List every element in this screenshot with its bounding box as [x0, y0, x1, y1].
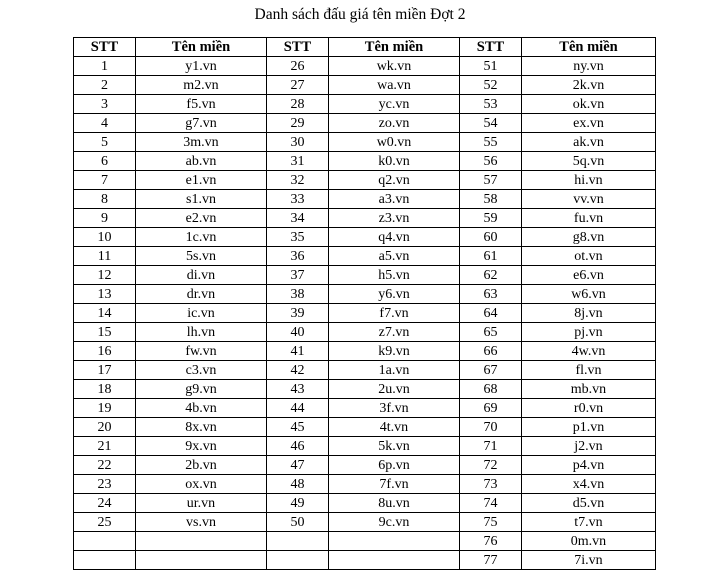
- domain-cell: 1a.vn: [329, 361, 460, 380]
- domain-cell: g8.vn: [522, 228, 656, 247]
- stt-cell: 49: [267, 494, 329, 513]
- stt-cell: 63: [460, 285, 522, 304]
- domain-cell: y1.vn: [136, 57, 267, 76]
- domain-cell: j2.vn: [522, 437, 656, 456]
- stt-cell: 35: [267, 228, 329, 247]
- domain-cell: 5s.vn: [136, 247, 267, 266]
- stt-cell: 10: [74, 228, 136, 247]
- table-row: [74, 380, 656, 399]
- stt-cell: 42: [267, 361, 329, 380]
- stt-cell: 50: [267, 513, 329, 532]
- table-row: [74, 247, 656, 266]
- table-row: [74, 342, 656, 361]
- stt-cell: 46: [267, 437, 329, 456]
- stt-cell: 56: [460, 152, 522, 171]
- stt-cell: 53: [460, 95, 522, 114]
- domain-cell: f5.vn: [136, 95, 267, 114]
- table-body: [74, 57, 656, 570]
- domain-cell: [329, 532, 460, 551]
- header-stt: STT: [460, 38, 522, 57]
- domain-cell: 8u.vn: [329, 494, 460, 513]
- domain-cell: 5k.vn: [329, 437, 460, 456]
- domain-cell: ur.vn: [136, 494, 267, 513]
- stt-cell: 25: [74, 513, 136, 532]
- stt-cell: 45: [267, 418, 329, 437]
- header-domain: Tên miền: [329, 38, 460, 57]
- stt-cell: 30: [267, 133, 329, 152]
- stt-cell: 76: [460, 532, 522, 551]
- domain-cell: wa.vn: [329, 76, 460, 95]
- table-row: [74, 475, 656, 494]
- domain-cell: w6.vn: [522, 285, 656, 304]
- stt-cell: 60: [460, 228, 522, 247]
- stt-cell: 15: [74, 323, 136, 342]
- table-row: [74, 228, 656, 247]
- domain-cell: q4.vn: [329, 228, 460, 247]
- table-row: [74, 266, 656, 285]
- domain-cell: mb.vn: [522, 380, 656, 399]
- stt-cell: 1: [74, 57, 136, 76]
- stt-cell: [267, 532, 329, 551]
- stt-cell: 48: [267, 475, 329, 494]
- stt-cell: 62: [460, 266, 522, 285]
- domain-cell: vs.vn: [136, 513, 267, 532]
- header-stt: STT: [74, 38, 136, 57]
- stt-cell: 32: [267, 171, 329, 190]
- table-row: [74, 361, 656, 380]
- stt-cell: 44: [267, 399, 329, 418]
- domain-cell: 2k.vn: [522, 76, 656, 95]
- domain-cell: [136, 551, 267, 570]
- header-domain: Tên miền: [136, 38, 267, 57]
- domain-cell: di.vn: [136, 266, 267, 285]
- domain-cell: e6.vn: [522, 266, 656, 285]
- domain-cell: yc.vn: [329, 95, 460, 114]
- stt-cell: 69: [460, 399, 522, 418]
- stt-cell: 77: [460, 551, 522, 570]
- stt-cell: 38: [267, 285, 329, 304]
- domain-cell: z3.vn: [329, 209, 460, 228]
- stt-cell: 17: [74, 361, 136, 380]
- domain-cell: ot.vn: [522, 247, 656, 266]
- domain-cell: p1.vn: [522, 418, 656, 437]
- stt-cell: 57: [460, 171, 522, 190]
- domain-cell: h5.vn: [329, 266, 460, 285]
- stt-cell: 47: [267, 456, 329, 475]
- domain-cell: 3m.vn: [136, 133, 267, 152]
- table-row: [74, 304, 656, 323]
- domain-cell: 8x.vn: [136, 418, 267, 437]
- stt-cell: 68: [460, 380, 522, 399]
- domain-cell: p4.vn: [522, 456, 656, 475]
- stt-cell: 43: [267, 380, 329, 399]
- stt-cell: 13: [74, 285, 136, 304]
- stt-cell: 26: [267, 57, 329, 76]
- table-row: [74, 285, 656, 304]
- domain-cell: dr.vn: [136, 285, 267, 304]
- domain-cell: lh.vn: [136, 323, 267, 342]
- domain-cell: ex.vn: [522, 114, 656, 133]
- stt-cell: [267, 551, 329, 570]
- domain-cell: [329, 551, 460, 570]
- domain-cell: k9.vn: [329, 342, 460, 361]
- stt-cell: 5: [74, 133, 136, 152]
- stt-cell: 21: [74, 437, 136, 456]
- stt-cell: 29: [267, 114, 329, 133]
- stt-cell: 18: [74, 380, 136, 399]
- stt-cell: 36: [267, 247, 329, 266]
- domain-cell: 3f.vn: [329, 399, 460, 418]
- table-row: [74, 456, 656, 475]
- table-row: [74, 209, 656, 228]
- stt-cell: 28: [267, 95, 329, 114]
- domain-cell: 8j.vn: [522, 304, 656, 323]
- stt-cell: 52: [460, 76, 522, 95]
- stt-cell: 70: [460, 418, 522, 437]
- domain-cell: 9c.vn: [329, 513, 460, 532]
- domain-cell: 1c.vn: [136, 228, 267, 247]
- domain-cell: x4.vn: [522, 475, 656, 494]
- domain-cell: g7.vn: [136, 114, 267, 133]
- stt-cell: 61: [460, 247, 522, 266]
- stt-cell: 59: [460, 209, 522, 228]
- domain-cell: d5.vn: [522, 494, 656, 513]
- domain-cell: q2.vn: [329, 171, 460, 190]
- header-domain: Tên miền: [522, 38, 656, 57]
- domain-cell: f7.vn: [329, 304, 460, 323]
- stt-cell: 39: [267, 304, 329, 323]
- domain-cell: hi.vn: [522, 171, 656, 190]
- domain-cell: 2u.vn: [329, 380, 460, 399]
- stt-cell: 14: [74, 304, 136, 323]
- domain-cell: vv.vn: [522, 190, 656, 209]
- table-row: [74, 190, 656, 209]
- domain-cell: 7f.vn: [329, 475, 460, 494]
- stt-cell: 19: [74, 399, 136, 418]
- stt-cell: 73: [460, 475, 522, 494]
- stt-cell: 74: [460, 494, 522, 513]
- domain-cell: e2.vn: [136, 209, 267, 228]
- table-row: [74, 494, 656, 513]
- table-row: [74, 323, 656, 342]
- domain-cell: w0.vn: [329, 133, 460, 152]
- domain-cell: g9.vn: [136, 380, 267, 399]
- domain-cell: ic.vn: [136, 304, 267, 323]
- stt-cell: 37: [267, 266, 329, 285]
- stt-cell: 22: [74, 456, 136, 475]
- stt-cell: 7: [74, 171, 136, 190]
- domain-cell: 4w.vn: [522, 342, 656, 361]
- stt-cell: 23: [74, 475, 136, 494]
- stt-cell: 6: [74, 152, 136, 171]
- stt-cell: 2: [74, 76, 136, 95]
- domain-cell: ok.vn: [522, 95, 656, 114]
- domain-auction-table: [73, 37, 656, 570]
- page-title: Danh sách đấu giá tên miền Đợt 2: [254, 6, 466, 23]
- stt-cell: 24: [74, 494, 136, 513]
- stt-cell: 41: [267, 342, 329, 361]
- domain-cell: 4t.vn: [329, 418, 460, 437]
- domain-cell: a3.vn: [329, 190, 460, 209]
- stt-cell: 75: [460, 513, 522, 532]
- stt-cell: 55: [460, 133, 522, 152]
- stt-cell: 67: [460, 361, 522, 380]
- table-row: [74, 532, 656, 551]
- stt-cell: 4: [74, 114, 136, 133]
- stt-cell: 65: [460, 323, 522, 342]
- domain-cell: z7.vn: [329, 323, 460, 342]
- domain-cell: [136, 532, 267, 551]
- table-row: [74, 551, 656, 570]
- domain-cell: 9x.vn: [136, 437, 267, 456]
- domain-cell: 2b.vn: [136, 456, 267, 475]
- header-stt: STT: [267, 38, 329, 57]
- stt-cell: [74, 551, 136, 570]
- domain-cell: ox.vn: [136, 475, 267, 494]
- domain-cell: a5.vn: [329, 247, 460, 266]
- domain-cell: ab.vn: [136, 152, 267, 171]
- domain-cell: s1.vn: [136, 190, 267, 209]
- stt-cell: 16: [74, 342, 136, 361]
- stt-cell: 3: [74, 95, 136, 114]
- domain-cell: y6.vn: [329, 285, 460, 304]
- table-row: [74, 114, 656, 133]
- stt-cell: 27: [267, 76, 329, 95]
- domain-cell: 6p.vn: [329, 456, 460, 475]
- domain-cell: ny.vn: [522, 57, 656, 76]
- table-row: [74, 95, 656, 114]
- stt-cell: 58: [460, 190, 522, 209]
- domain-cell: fl.vn: [522, 361, 656, 380]
- stt-cell: 72: [460, 456, 522, 475]
- table-row: [74, 152, 656, 171]
- domain-cell: e1.vn: [136, 171, 267, 190]
- table-header-row: [74, 38, 656, 57]
- domain-cell: ak.vn: [522, 133, 656, 152]
- table-row: [74, 171, 656, 190]
- table-row: [74, 418, 656, 437]
- stt-cell: 66: [460, 342, 522, 361]
- domain-cell: t7.vn: [522, 513, 656, 532]
- table-row: [74, 399, 656, 418]
- stt-cell: 20: [74, 418, 136, 437]
- domain-cell: r0.vn: [522, 399, 656, 418]
- table-row: [74, 513, 656, 532]
- domain-cell: m2.vn: [136, 76, 267, 95]
- table-row: [74, 437, 656, 456]
- domain-cell: 0m.vn: [522, 532, 656, 551]
- stt-cell: [74, 532, 136, 551]
- stt-cell: 71: [460, 437, 522, 456]
- stt-cell: 12: [74, 266, 136, 285]
- domain-cell: k0.vn: [329, 152, 460, 171]
- domain-cell: pj.vn: [522, 323, 656, 342]
- domain-cell: fu.vn: [522, 209, 656, 228]
- stt-cell: 11: [74, 247, 136, 266]
- domain-cell: zo.vn: [329, 114, 460, 133]
- stt-cell: 64: [460, 304, 522, 323]
- stt-cell: 31: [267, 152, 329, 171]
- domain-cell: 5q.vn: [522, 152, 656, 171]
- stt-cell: 8: [74, 190, 136, 209]
- table-row: [74, 133, 656, 152]
- domain-cell: fw.vn: [136, 342, 267, 361]
- stt-cell: 51: [460, 57, 522, 76]
- stt-cell: 40: [267, 323, 329, 342]
- domain-cell: c3.vn: [136, 361, 267, 380]
- table-row: [74, 76, 656, 95]
- table-row: [74, 57, 656, 76]
- domain-cell: wk.vn: [329, 57, 460, 76]
- stt-cell: 34: [267, 209, 329, 228]
- stt-cell: 54: [460, 114, 522, 133]
- stt-cell: 9: [74, 209, 136, 228]
- stt-cell: 33: [267, 190, 329, 209]
- domain-cell: 4b.vn: [136, 399, 267, 418]
- domain-cell: 7i.vn: [522, 551, 656, 570]
